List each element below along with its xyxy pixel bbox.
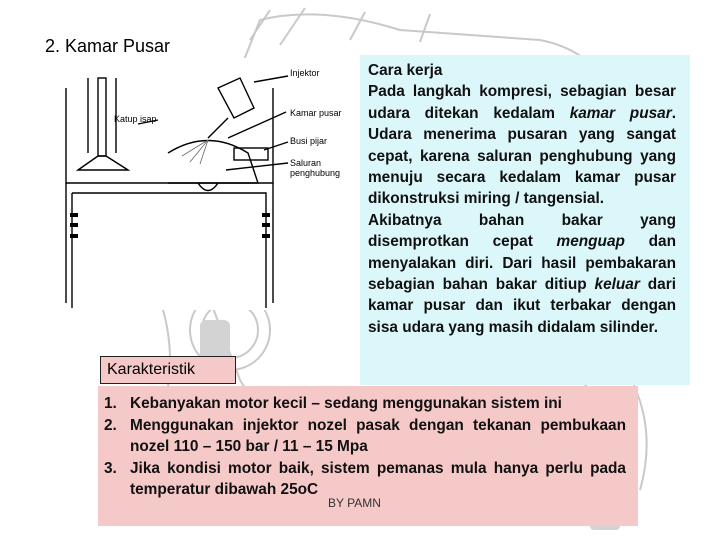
p2-text-a: Akibatnya bahan bakar yang disemprotkan cepat [368, 211, 676, 251]
working-principle-heading: Cara kerja [368, 62, 443, 79]
author-credit: BY PAMN [328, 496, 381, 510]
characteristics-list [104, 393, 626, 501]
p1-text-a: Pada langkah kompresi, sebagian besar udara ditekan kedalam [368, 83, 676, 122]
injector-label: Injektor [290, 68, 320, 78]
item-text: Kebanyakan motor kecil – sedang menggunakan sistem ini [130, 395, 562, 412]
item-number: 3. [104, 459, 117, 477]
p2-emphasis-menguap: menguap [556, 233, 625, 251]
item-text: Jika kondisi motor baik, sistem pemanas mula hanya perlu pada temperatur dibawah 25oC [130, 459, 626, 499]
characteristics-item [104, 458, 626, 501]
characteristics-item [104, 393, 626, 415]
characteristics-label: Karakteristik [100, 356, 236, 384]
p1-emphasis-kamar-pusar: kamar pusar [569, 104, 672, 122]
working-principle-text [368, 60, 676, 338]
item-number: 1. [104, 395, 117, 412]
connecting-channel-label-line2: penghubung [290, 168, 341, 178]
p1-text-b: . Udara menerima pusaran yang sangat cepat, karena saluran penghubung yang menuju secara kedalam kamar pusar dikonstruksi miring / tangensial. [368, 104, 676, 208]
characteristics-item [104, 415, 626, 458]
cylinder-head-drawing [58, 58, 358, 310]
connecting-channel-label-line1: Saluran [290, 158, 322, 168]
p2-text-b: dan menyalakan diri. Dari hasil pembakaran sebagian bahan bakar ditiup [368, 233, 676, 294]
item-number: 2. [104, 416, 117, 434]
working-principle-paragraph-1 [368, 81, 676, 209]
p2-text-c: dari kamar pusar dan ikut terbakar dengan sisa udara yang masih didalam silinder. [368, 276, 676, 336]
intake-valve-label: Katup isap [114, 114, 157, 124]
slide-title: 2. Kamar Pusar [45, 36, 171, 56]
swirl-chamber-label: Kamar pusar [290, 108, 342, 118]
working-principle-paragraph-2 [368, 210, 676, 338]
p2-emphasis-keluar: keluar [594, 276, 640, 294]
glow-plug-label: Busi pijar [290, 136, 328, 146]
item-text: Menggunakan injektor nozel pasak dengan tekanan pembukaan nozel 110 – 150 bar / 11 – 15 Mpa [130, 416, 626, 456]
swirl-chamber-diagram [58, 58, 358, 310]
